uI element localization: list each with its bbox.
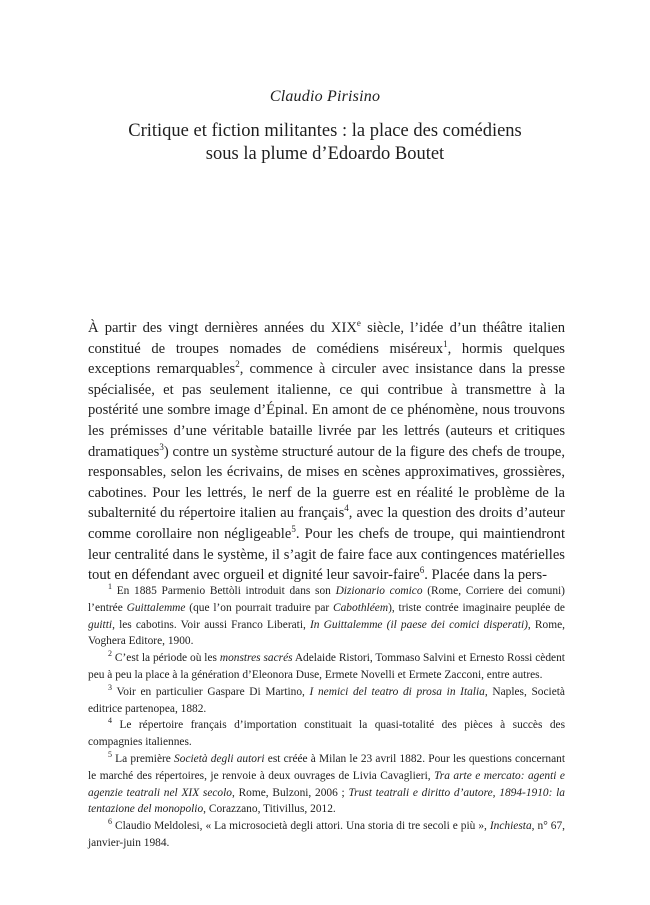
footnote-number: 6 — [108, 817, 112, 827]
footnote-text: C’est la période où les — [112, 652, 220, 665]
footnote-ref-5[interactable]: 5 — [291, 524, 296, 535]
footnote-italic: I nemici del teatro di prosa in Italia — [309, 685, 485, 698]
footnote-number: 5 — [108, 750, 112, 760]
footnote-text: Claudio Meldolesi, « La microsocietà degli attori. Una storia di tre secoli e più », — [112, 820, 490, 833]
footnotes-section — [88, 583, 565, 852]
footnote-number: 1 — [108, 582, 112, 592]
footnote-text: , Naples, Società editrice partenopea, 1882. — [88, 685, 565, 715]
footnote-ref-3[interactable]: 3 — [159, 441, 164, 452]
body-text-run: , commence à circuler avec insistance dans la presse spécialisée, et pas seulement italienne, ce qui contribue à transmettre à la postérité une sombre image d’Épinal. En amont de ce phénomène, nous trouvons les prémisses d’une véritable bataille livrée par les lettrés (auteurs et critiques dramatiques — [88, 361, 565, 460]
footnote-ref-1[interactable]: 1 — [443, 338, 448, 349]
footnote-italic: guitti — [88, 618, 113, 631]
footnote-ref-2[interactable]: 2 — [235, 359, 240, 370]
footnote-italic: Inchiesta — [489, 820, 532, 833]
footnote-italic: Tra arte e mercato: agenti e agenzie teatrali nel XIX secolo — [88, 769, 565, 799]
footnote-italic: Dizionario comico — [335, 585, 423, 597]
footnote-text: , n° 67, janvier-juin 1984. — [88, 820, 565, 849]
footnote-text: (que l’on pourrait traduire par — [185, 601, 334, 614]
footnote-text: Le répertoire français d’importation constituait la quasi-totalité des pièces à succès des compagnies italiennes. — [88, 719, 565, 749]
footnote-italic: In Guittalemme (il paese dei comici disperati) — [310, 618, 528, 631]
title-line-2: sous la plume d’Edoardo Boutet — [205, 144, 445, 164]
footnote-text: (Rome, Corriere dei comuni) l’entrée — [88, 585, 565, 614]
article-title — [0, 120, 650, 166]
body-text-run: , avec la question des droits d’auteur comme corollaire non négligeable — [88, 505, 566, 542]
footnote-text: , les cabotins. Voir aussi Franco Liberati, — [112, 618, 310, 631]
footnote-text: Adelaide Ristori, Tommaso Salvini et Ernesto Rossi cèdent peu à peu la place à la génération d’Eleonora Duse, Ermete Novelli et Ermete Zacconi, entre autres. — [88, 652, 565, 681]
footnote-text: , Rome, Bulzoni, 2006 ; — [232, 786, 349, 799]
footnote-italic: Cabothléem — [333, 601, 389, 614]
body-text-run: . Placée dans la pers- — [424, 567, 547, 584]
footnote-1 — [88, 583, 565, 650]
body-text-run: À partir des vingt dernières années du XIX — [88, 320, 357, 336]
footnote-number: 2 — [108, 649, 112, 659]
footnote-text: est créée à Milan le 23 avril 1882. Pour les questions concernant le marché des répertoires, je renvoie à deux ouvrages de Livia Cavaglieri, — [88, 752, 565, 782]
body-text-run: , hormis quelques exceptions remarquables — [88, 340, 565, 378]
footnote-number: 3 — [108, 682, 112, 692]
footnote-text: , Corazzano, Titivillus, 2012. — [203, 803, 336, 816]
footnote-4 — [88, 717, 565, 751]
footnote-italic: Trust teatrali e diritto d’autore, 1894-1910: la tentazione del monopolio — [88, 786, 565, 816]
body-paragraph — [88, 318, 565, 586]
title-line-1: Critique et fiction militantes : la place des comédiens — [128, 121, 522, 141]
body-text-run: siècle, l’idée d’un théâtre italien constitué de troupes nomades de comédiens miséreux — [88, 320, 565, 357]
body-text-run: . Pour les chefs de troupe, qui maintiendront leur centralité dans le système, il s’agit de faire face aux contingences matérielles tout en défendant avec orgueil et dignité leur savoir-faire — [88, 525, 565, 584]
footnote-text: ), triste contrée imaginaire peuplée de — [388, 601, 565, 614]
footnote-5 — [88, 751, 565, 818]
footnote-text: Voir en particulier Gaspare Di Martino, — [112, 685, 310, 698]
body-text-run: ) contre un système structuré autour de la figure des chefs de troupe, responsables, selon les écrivains, de mises en scènes approximatives, grossières, cabotines. Pour les lettrés, le nerf de la guerre est en réalité le problème de la subalternité du répertoire italien au français — [88, 443, 565, 522]
footnote-3 — [88, 684, 565, 718]
footnote-italic: Guittalemme — [126, 601, 186, 614]
footnote-number: 4 — [108, 716, 112, 726]
footnote-2 — [88, 650, 565, 684]
footnote-text: , Rome, Voghera Editore, 1900. — [88, 618, 565, 648]
footnote-text: La première — [112, 752, 175, 765]
footnote-text: En 1885 Parmenio Bettòli introduit dans son — [112, 585, 336, 597]
footnote-italic: Società degli autori — [174, 752, 265, 765]
footnote-ref-4[interactable]: 4 — [344, 503, 349, 514]
footnote-ref-6[interactable]: 6 — [419, 565, 425, 576]
footnote-italic: monstres sacrés — [219, 652, 293, 665]
century-superscript: e — [356, 318, 361, 329]
footnote-6 — [88, 818, 565, 852]
author-name: Claudio Pirisino — [269, 88, 381, 105]
